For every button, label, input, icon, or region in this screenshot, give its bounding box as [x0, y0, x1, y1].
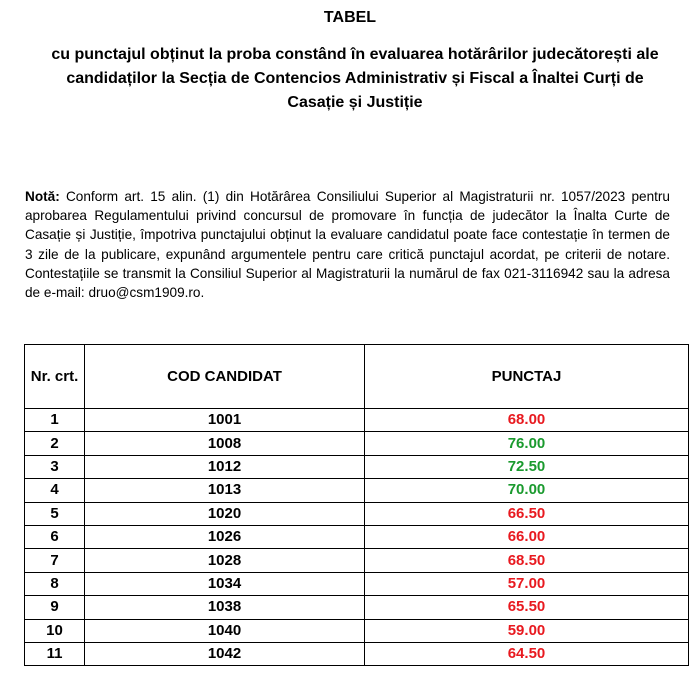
row-nr-cell: 10 — [25, 619, 85, 642]
document-title: TABEL — [323, 9, 377, 26]
row-score-cell: 65.50 — [365, 596, 689, 619]
row-code-cell: 1038 — [85, 596, 365, 619]
row-code-cell: 1012 — [85, 455, 365, 478]
row-code-cell: 1013 — [85, 479, 365, 502]
row-code-cell: 1042 — [85, 642, 365, 665]
table-row — [25, 455, 689, 478]
row-nr-cell: 4 — [25, 479, 85, 502]
table-row — [25, 432, 689, 455]
row-score-cell: 76.00 — [365, 432, 689, 455]
table-header-row — [25, 345, 689, 409]
row-nr-cell: 5 — [25, 502, 85, 525]
row-code-cell: 1001 — [85, 409, 365, 432]
row-code-cell: 1040 — [85, 619, 365, 642]
row-nr-cell: 8 — [25, 572, 85, 595]
table-row — [25, 596, 689, 619]
row-code-cell: 1008 — [85, 432, 365, 455]
note-text: Conform art. 15 alin. (1) din Hotărârea Consiliului Superior al Magistraturii nr. 1057/2023 pentru aprobarea Regulamentului privind concursul de promovare în funcția de judecător la Înalta Curte de Casație și Justiție, împotriva punctajului obținut la evaluare candidatul poate face contestație în termen de 3 zile de la publicare, expunând argumentele pentru care critică punctajul acordat, pe criterii de notare. Contestațiile se transmit la Consiliul Superior al Magistraturii la numărul de fax 021-3116942 sau la adresa de e-mail: druo@csm1909.ro. — [25, 189, 670, 301]
table-row — [25, 642, 689, 665]
note-label: Notă: — [25, 189, 60, 204]
row-score-cell: 59.00 — [365, 619, 689, 642]
row-nr-cell: 6 — [25, 525, 85, 548]
row-score-cell: 57.00 — [365, 572, 689, 595]
row-nr-cell: 2 — [25, 432, 85, 455]
row-code-cell: 1020 — [85, 502, 365, 525]
row-nr-cell: 7 — [25, 549, 85, 572]
header-punctaj: PUNCTAJ — [365, 345, 689, 409]
table-row — [25, 525, 689, 548]
note-paragraph — [25, 187, 670, 302]
row-nr-cell: 3 — [25, 455, 85, 478]
results-table — [24, 344, 689, 666]
row-code-cell: 1026 — [85, 525, 365, 548]
table-row — [25, 502, 689, 525]
header-nr-crt: Nr. crt. — [25, 345, 85, 409]
document-subtitle: cu punctajul obținut la proba constând în evaluarea hotărârilor judecătorești ale candidaților la Secția de Contencios Administrativ și Fiscal a Înaltei Curți de Casație și Justiție — [51, 46, 659, 111]
table-row — [25, 619, 689, 642]
row-score-cell: 72.50 — [365, 455, 689, 478]
table-row — [25, 549, 689, 572]
row-nr-cell: 1 — [25, 409, 85, 432]
table-row — [25, 572, 689, 595]
header-cod-candidat: COD CANDIDAT — [85, 345, 365, 409]
row-score-cell: 68.50 — [365, 549, 689, 572]
row-nr-cell: 11 — [25, 642, 85, 665]
row-code-cell: 1034 — [85, 572, 365, 595]
row-score-cell: 64.50 — [365, 642, 689, 665]
row-code-cell: 1028 — [85, 549, 365, 572]
table-row — [25, 479, 689, 502]
row-nr-cell: 9 — [25, 596, 85, 619]
table-row — [25, 409, 689, 432]
row-score-cell: 68.00 — [365, 409, 689, 432]
row-score-cell: 70.00 — [365, 479, 689, 502]
row-score-cell: 66.50 — [365, 502, 689, 525]
row-score-cell: 66.00 — [365, 525, 689, 548]
